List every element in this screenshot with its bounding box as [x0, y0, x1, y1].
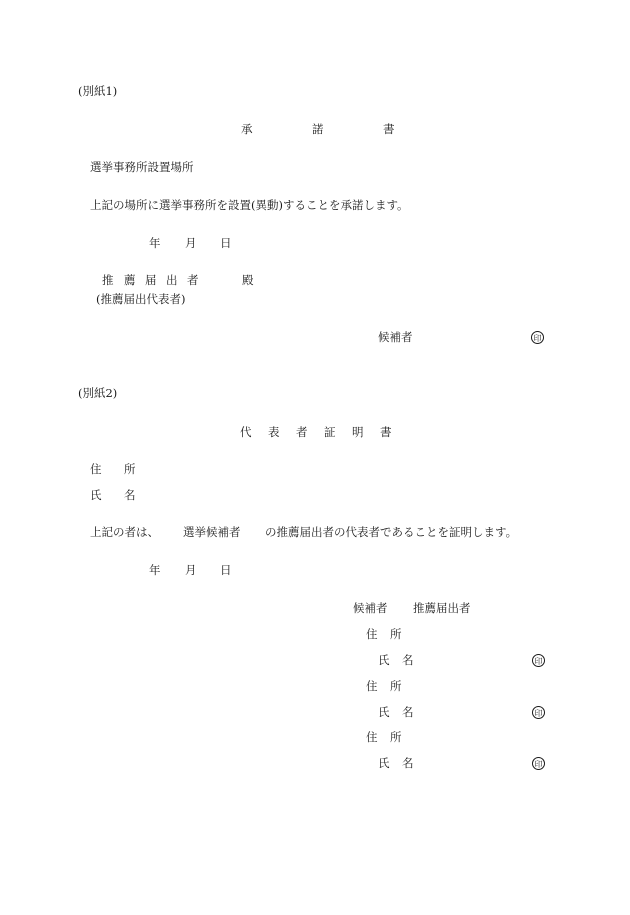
signer3-name-char-2: 名: [402, 756, 414, 770]
certify-statement-part2: 選挙候補者: [183, 525, 241, 539]
form2-candidate-label: 候補者: [353, 601, 388, 615]
form1-label: (別紙1): [78, 84, 118, 98]
signer2-seal-mark: 印: [532, 706, 545, 719]
form1-date-day: 日: [220, 236, 232, 250]
signer2-address-char-1: 住: [366, 679, 378, 693]
form1-seal-mark: 印: [531, 331, 544, 344]
name-char-2: 名: [124, 488, 136, 502]
signer1-address-char-2: 所: [390, 627, 402, 641]
form2-date-day: 日: [220, 563, 232, 577]
form2-label: (別紙2): [78, 386, 118, 400]
representative-label: (推薦届出代表者): [96, 292, 186, 306]
address-char-2: 所: [124, 462, 136, 476]
certify-statement-part3: の推薦届出者の代表者であることを証明します。: [265, 525, 518, 539]
form1-candidate-label: 候補者: [378, 330, 413, 344]
addressee-char-4: 出: [166, 273, 178, 287]
signer2-name-char-2: 名: [402, 705, 414, 719]
signer3-name-char-1: 氏: [378, 756, 390, 770]
form2-title-char-6: 書: [380, 425, 392, 439]
form2-date-month: 月: [185, 563, 197, 577]
signer1-name-char-1: 氏: [378, 653, 390, 667]
form1-title-char-2: 諾: [312, 122, 324, 136]
form2-title-char-1: 代: [240, 425, 252, 439]
address-char-1: 住: [90, 462, 102, 476]
form1-title-char-1: 承: [241, 122, 253, 136]
signer1-name-char-2: 名: [402, 653, 414, 667]
name-char-1: 氏: [90, 488, 102, 502]
signer3-address-char-2: 所: [390, 730, 402, 744]
addressee-char-2: 薦: [124, 273, 136, 287]
honorific: 殿: [242, 273, 254, 287]
signer3-address-char-1: 住: [366, 730, 378, 744]
consent-statement: 上記の場所に選挙事務所を設置(異動)することを承諾します。: [90, 198, 409, 212]
form1-date-month: 月: [185, 236, 197, 250]
form2-title-char-3: 者: [296, 425, 308, 439]
form2-title-char-5: 明: [352, 425, 364, 439]
addressee-char-5: 者: [187, 273, 199, 287]
addressee-char-3: 届: [145, 273, 157, 287]
form2-title-char-2: 表: [268, 425, 280, 439]
nominator-label: 推薦届出者: [413, 601, 471, 615]
signer3-seal-mark: 印: [532, 757, 545, 770]
form1-title-char-3: 書: [383, 122, 395, 136]
addressee-char-1: 推: [102, 273, 114, 287]
form1-date-year: 年: [149, 236, 161, 250]
location-label: 選挙事務所設置場所: [90, 160, 194, 174]
signer2-name-char-1: 氏: [378, 705, 390, 719]
signer1-seal-mark: 印: [532, 654, 545, 667]
signer1-address-char-1: 住: [366, 627, 378, 641]
signer2-address-char-2: 所: [390, 679, 402, 693]
form2-date-year: 年: [149, 563, 161, 577]
certify-statement-part1: 上記の者は、: [90, 525, 159, 539]
form2-title-char-4: 証: [324, 425, 336, 439]
